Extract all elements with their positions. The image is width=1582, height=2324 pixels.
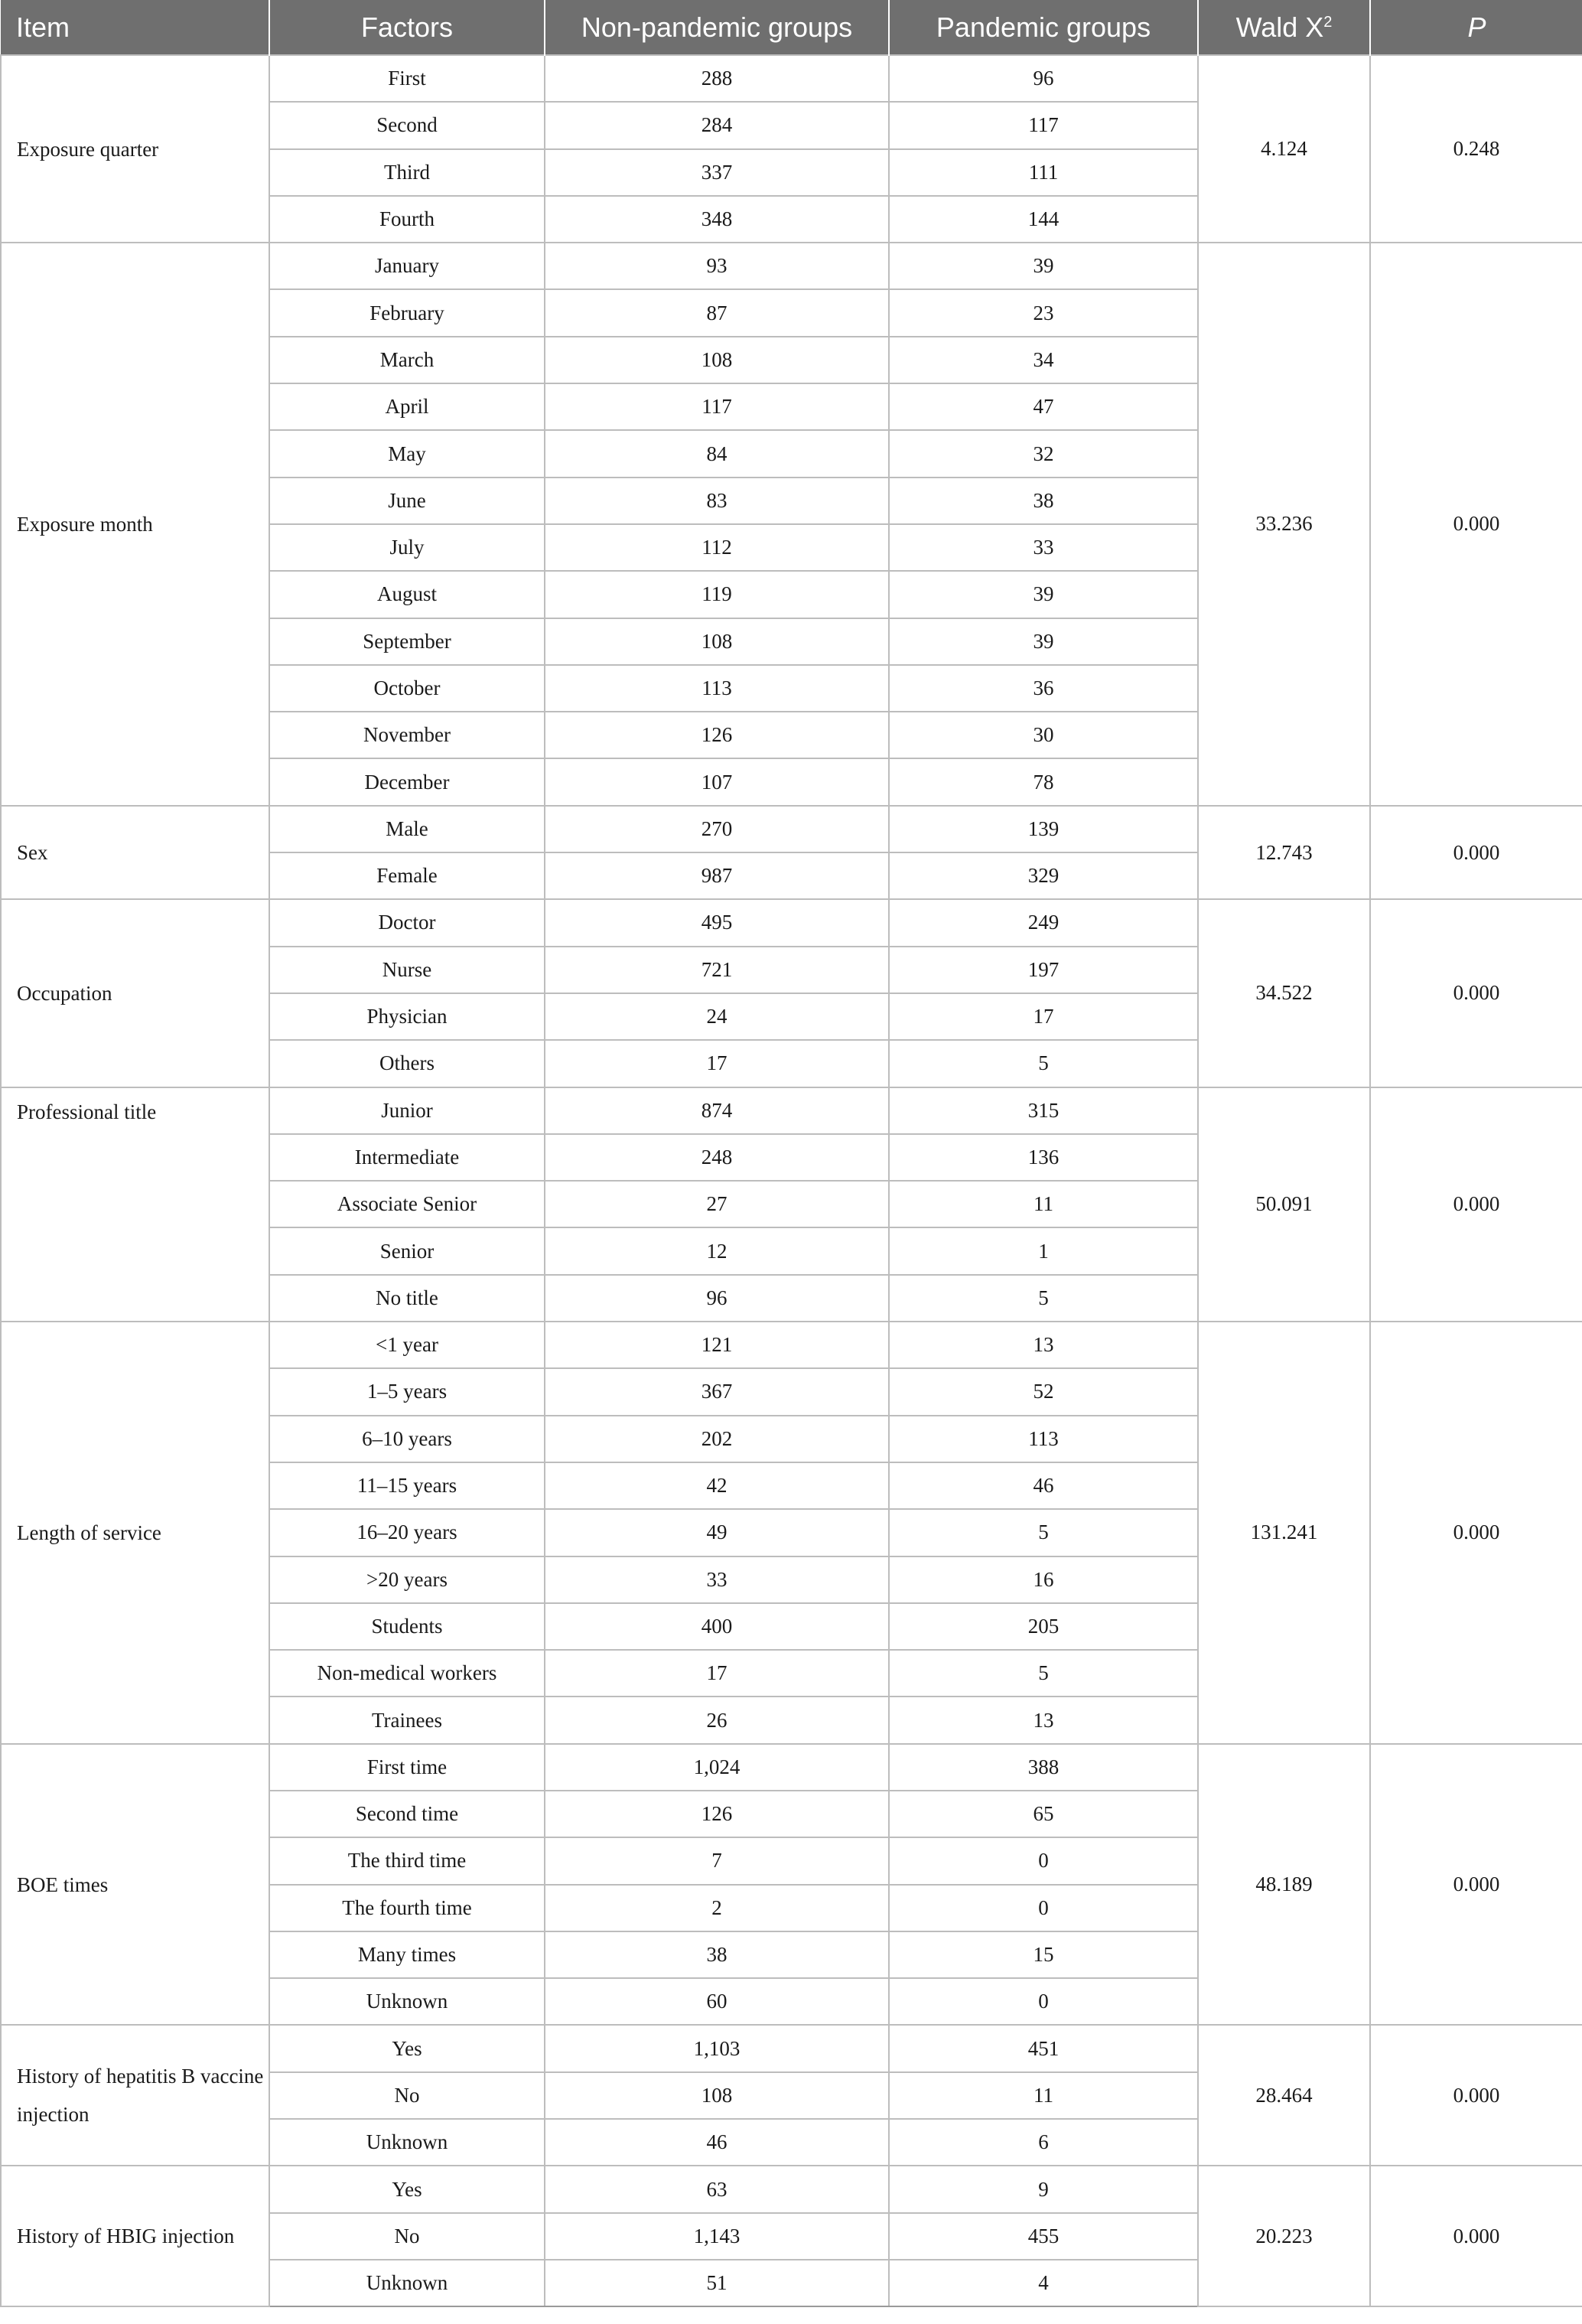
factor-cell: 6–10 years bbox=[269, 1416, 545, 1462]
factor-cell: Third bbox=[269, 149, 545, 196]
pandemic-cell: 11 bbox=[889, 2072, 1198, 2119]
factor-cell: Unknown bbox=[269, 2260, 545, 2306]
pandemic-cell: 39 bbox=[889, 243, 1198, 289]
header-wald bbox=[1198, 0, 1370, 55]
non-pandemic-cell: 248 bbox=[545, 1134, 889, 1181]
non-pandemic-cell: 119 bbox=[545, 571, 889, 618]
pandemic-cell: 17 bbox=[889, 993, 1198, 1040]
non-pandemic-cell: 108 bbox=[545, 337, 889, 383]
non-pandemic-cell: 93 bbox=[545, 243, 889, 289]
non-pandemic-cell: 337 bbox=[545, 149, 889, 196]
pandemic-cell: 139 bbox=[889, 806, 1198, 852]
wald-cell: 33.236 bbox=[1198, 243, 1370, 806]
factor-cell: Fourth bbox=[269, 196, 545, 243]
header-p: P bbox=[1370, 0, 1582, 55]
p-value-cell: 0.000 bbox=[1370, 806, 1582, 900]
factor-cell: Many times bbox=[269, 1931, 545, 1978]
non-pandemic-cell: 51 bbox=[545, 2260, 889, 2306]
non-pandemic-cell: 27 bbox=[545, 1181, 889, 1227]
factor-cell: January bbox=[269, 243, 545, 289]
factor-cell: December bbox=[269, 758, 545, 805]
p-value-cell: 0.000 bbox=[1370, 2025, 1582, 2166]
pandemic-cell: 15 bbox=[889, 1931, 1198, 1978]
header-wald-sup: 2 bbox=[1323, 13, 1333, 31]
factor-cell: Unknown bbox=[269, 2119, 545, 2166]
non-pandemic-cell: 2 bbox=[545, 1885, 889, 1931]
factor-cell: July bbox=[269, 524, 545, 571]
non-pandemic-cell: 83 bbox=[545, 478, 889, 524]
factor-cell: June bbox=[269, 478, 545, 524]
header-non-pandemic: Non-pandemic groups bbox=[545, 0, 889, 55]
pandemic-cell: 16 bbox=[889, 1556, 1198, 1603]
pandemic-cell: 205 bbox=[889, 1603, 1198, 1650]
non-pandemic-cell: 24 bbox=[545, 993, 889, 1040]
pandemic-cell: 5 bbox=[889, 1040, 1198, 1087]
non-pandemic-cell: 49 bbox=[545, 1509, 889, 1556]
non-pandemic-cell: 87 bbox=[545, 289, 889, 336]
non-pandemic-cell: 874 bbox=[545, 1087, 889, 1134]
factor-cell: Nurse bbox=[269, 947, 545, 993]
factor-cell: >20 years bbox=[269, 1556, 545, 1603]
table-header bbox=[1, 0, 1582, 55]
p-value-cell: 0.000 bbox=[1370, 243, 1582, 806]
pandemic-cell: 144 bbox=[889, 196, 1198, 243]
factor-cell: Second time bbox=[269, 1791, 545, 1837]
factor-cell: 1–5 years bbox=[269, 1368, 545, 1415]
factor-cell: March bbox=[269, 337, 545, 383]
non-pandemic-cell: 112 bbox=[545, 524, 889, 571]
factor-cell: Non-medical workers bbox=[269, 1650, 545, 1697]
pandemic-cell: 30 bbox=[889, 712, 1198, 758]
non-pandemic-cell: 1,103 bbox=[545, 2025, 889, 2071]
item-cell: Length of service bbox=[1, 1322, 269, 1744]
non-pandemic-cell: 12 bbox=[545, 1227, 889, 1274]
non-pandemic-cell: 348 bbox=[545, 196, 889, 243]
non-pandemic-cell: 117 bbox=[545, 383, 889, 430]
non-pandemic-cell: 17 bbox=[545, 1040, 889, 1087]
pandemic-cell: 46 bbox=[889, 1462, 1198, 1509]
factor-cell: November bbox=[269, 712, 545, 758]
pandemic-cell: 11 bbox=[889, 1181, 1198, 1227]
non-pandemic-cell: 38 bbox=[545, 1931, 889, 1978]
non-pandemic-cell: 108 bbox=[545, 2072, 889, 2119]
factor-cell: Junior bbox=[269, 1087, 545, 1134]
item-cell: History of hepatitis B vaccine injection bbox=[1, 2025, 269, 2166]
non-pandemic-cell: 46 bbox=[545, 2119, 889, 2166]
header-row bbox=[1, 0, 1582, 55]
non-pandemic-cell: 33 bbox=[545, 1556, 889, 1603]
factor-cell: Senior bbox=[269, 1227, 545, 1274]
non-pandemic-cell: 108 bbox=[545, 618, 889, 665]
item-cell: Exposure quarter bbox=[1, 55, 269, 243]
p-value-cell: 0.000 bbox=[1370, 2166, 1582, 2306]
factor-cell: October bbox=[269, 665, 545, 712]
factor-cell: Intermediate bbox=[269, 1134, 545, 1181]
pandemic-cell: 5 bbox=[889, 1275, 1198, 1322]
factor-cell: Second bbox=[269, 102, 545, 148]
factor-cell: First bbox=[269, 55, 545, 102]
non-pandemic-cell: 1,024 bbox=[545, 1744, 889, 1791]
factor-cell: Trainees bbox=[269, 1697, 545, 1743]
factor-cell: <1 year bbox=[269, 1322, 545, 1368]
table-row bbox=[1, 899, 1582, 946]
pandemic-cell: 197 bbox=[889, 947, 1198, 993]
pandemic-cell: 65 bbox=[889, 1791, 1198, 1837]
factor-cell: February bbox=[269, 289, 545, 336]
non-pandemic-cell: 1,143 bbox=[545, 2213, 889, 2260]
pandemic-cell: 315 bbox=[889, 1087, 1198, 1134]
header-pandemic: Pandemic groups bbox=[889, 0, 1198, 55]
non-pandemic-cell: 400 bbox=[545, 1603, 889, 1650]
non-pandemic-cell: 107 bbox=[545, 758, 889, 805]
non-pandemic-cell: 270 bbox=[545, 806, 889, 852]
pandemic-cell: 96 bbox=[889, 55, 1198, 102]
factor-cell: Male bbox=[269, 806, 545, 852]
non-pandemic-cell: 60 bbox=[545, 1978, 889, 2025]
table-row bbox=[1, 2166, 1582, 2212]
factor-cell: Yes bbox=[269, 2166, 545, 2212]
pandemic-cell: 23 bbox=[889, 289, 1198, 336]
pandemic-cell: 5 bbox=[889, 1650, 1198, 1697]
header-factors: Factors bbox=[269, 0, 545, 55]
item-cell: Occupation bbox=[1, 899, 269, 1087]
pandemic-cell: 6 bbox=[889, 2119, 1198, 2166]
pandemic-cell: 5 bbox=[889, 1509, 1198, 1556]
factor-cell: The third time bbox=[269, 1837, 545, 1884]
item-cell: Sex bbox=[1, 806, 269, 900]
item-cell: Professional title bbox=[1, 1087, 269, 1322]
non-pandemic-cell: 721 bbox=[545, 947, 889, 993]
p-value-cell: 0.000 bbox=[1370, 1744, 1582, 2026]
wald-cell: 20.223 bbox=[1198, 2166, 1370, 2306]
factor-cell: 16–20 years bbox=[269, 1509, 545, 1556]
p-value-cell: 0.000 bbox=[1370, 1322, 1582, 1744]
non-pandemic-cell: 126 bbox=[545, 712, 889, 758]
pandemic-cell: 329 bbox=[889, 852, 1198, 899]
pandemic-cell: 136 bbox=[889, 1134, 1198, 1181]
table-body bbox=[1, 55, 1582, 2306]
non-pandemic-cell: 63 bbox=[545, 2166, 889, 2212]
factor-cell: No bbox=[269, 2072, 545, 2119]
pandemic-cell: 455 bbox=[889, 2213, 1198, 2260]
non-pandemic-cell: 17 bbox=[545, 1650, 889, 1697]
table-row bbox=[1, 243, 1582, 289]
non-pandemic-cell: 84 bbox=[545, 430, 889, 477]
pandemic-cell: 249 bbox=[889, 899, 1198, 946]
factor-cell: August bbox=[269, 571, 545, 618]
pandemic-cell: 39 bbox=[889, 571, 1198, 618]
wald-cell: 131.241 bbox=[1198, 1322, 1370, 1744]
pandemic-cell: 9 bbox=[889, 2166, 1198, 2212]
factor-cell: First time bbox=[269, 1744, 545, 1791]
non-pandemic-cell: 96 bbox=[545, 1275, 889, 1322]
pandemic-cell: 1 bbox=[889, 1227, 1198, 1274]
non-pandemic-cell: 495 bbox=[545, 899, 889, 946]
pandemic-cell: 13 bbox=[889, 1697, 1198, 1743]
pandemic-cell: 47 bbox=[889, 383, 1198, 430]
item-cell: BOE times bbox=[1, 1744, 269, 2026]
factor-cell: April bbox=[269, 383, 545, 430]
header-wald-label: Wald X bbox=[1235, 11, 1324, 43]
non-pandemic-cell: 284 bbox=[545, 102, 889, 148]
non-pandemic-cell: 987 bbox=[545, 852, 889, 899]
table-row bbox=[1, 806, 1582, 852]
table-row bbox=[1, 1322, 1582, 1368]
pandemic-cell: 33 bbox=[889, 524, 1198, 571]
p-value-cell: 0.000 bbox=[1370, 899, 1582, 1087]
pandemic-cell: 451 bbox=[889, 2025, 1198, 2071]
p-value-cell: 0.000 bbox=[1370, 1087, 1582, 1322]
pandemic-cell: 38 bbox=[889, 478, 1198, 524]
factor-cell: No title bbox=[269, 1275, 545, 1322]
factor-cell: Yes bbox=[269, 2025, 545, 2071]
p-value-cell: 0.248 bbox=[1370, 55, 1582, 243]
non-pandemic-cell: 202 bbox=[545, 1416, 889, 1462]
non-pandemic-cell: 126 bbox=[545, 1791, 889, 1837]
pandemic-cell: 52 bbox=[889, 1368, 1198, 1415]
pandemic-cell: 388 bbox=[889, 1744, 1198, 1791]
factor-cell: Physician bbox=[269, 993, 545, 1040]
pandemic-cell: 111 bbox=[889, 149, 1198, 196]
pandemic-cell: 78 bbox=[889, 758, 1198, 805]
factor-cell: Associate Senior bbox=[269, 1181, 545, 1227]
factor-cell: The fourth time bbox=[269, 1885, 545, 1931]
wald-cell: 48.189 bbox=[1198, 1744, 1370, 2026]
factor-cell: September bbox=[269, 618, 545, 665]
pandemic-cell: 113 bbox=[889, 1416, 1198, 1462]
pandemic-cell: 13 bbox=[889, 1322, 1198, 1368]
table-row bbox=[1, 2025, 1582, 2071]
non-pandemic-cell: 113 bbox=[545, 665, 889, 712]
factor-cell: Unknown bbox=[269, 1978, 545, 2025]
header-item: Item bbox=[16, 11, 70, 43]
item-cell: Exposure month bbox=[1, 243, 269, 806]
factor-cell: 11–15 years bbox=[269, 1462, 545, 1509]
pandemic-cell: 39 bbox=[889, 618, 1198, 665]
wald-cell: 34.522 bbox=[1198, 899, 1370, 1087]
pandemic-cell: 32 bbox=[889, 430, 1198, 477]
wald-cell: 4.124 bbox=[1198, 55, 1370, 243]
item-cell: History of HBIG injection bbox=[1, 2166, 269, 2306]
factor-cell: Students bbox=[269, 1603, 545, 1650]
non-pandemic-cell: 42 bbox=[545, 1462, 889, 1509]
pandemic-cell: 0 bbox=[889, 1885, 1198, 1931]
pandemic-cell: 0 bbox=[889, 1978, 1198, 2025]
table-row bbox=[1, 1744, 1582, 1791]
factor-cell: Female bbox=[269, 852, 545, 899]
wald-cell: 50.091 bbox=[1198, 1087, 1370, 1322]
wald-cell: 12.743 bbox=[1198, 806, 1370, 900]
table-row bbox=[1, 55, 1582, 102]
table-row bbox=[1, 1087, 1582, 1134]
wald-cell: 28.464 bbox=[1198, 2025, 1370, 2166]
pandemic-cell: 4 bbox=[889, 2260, 1198, 2306]
factor-cell: No bbox=[269, 2213, 545, 2260]
factor-cell: May bbox=[269, 430, 545, 477]
non-pandemic-cell: 121 bbox=[545, 1322, 889, 1368]
non-pandemic-cell: 26 bbox=[545, 1697, 889, 1743]
pandemic-cell: 117 bbox=[889, 102, 1198, 148]
pandemic-cell: 34 bbox=[889, 337, 1198, 383]
non-pandemic-cell: 7 bbox=[545, 1837, 889, 1884]
pandemic-cell: 0 bbox=[889, 1837, 1198, 1884]
factor-cell: Doctor bbox=[269, 899, 545, 946]
pandemic-cell: 36 bbox=[889, 665, 1198, 712]
non-pandemic-cell: 288 bbox=[545, 55, 889, 102]
factor-cell: Others bbox=[269, 1040, 545, 1087]
non-pandemic-cell: 367 bbox=[545, 1368, 889, 1415]
